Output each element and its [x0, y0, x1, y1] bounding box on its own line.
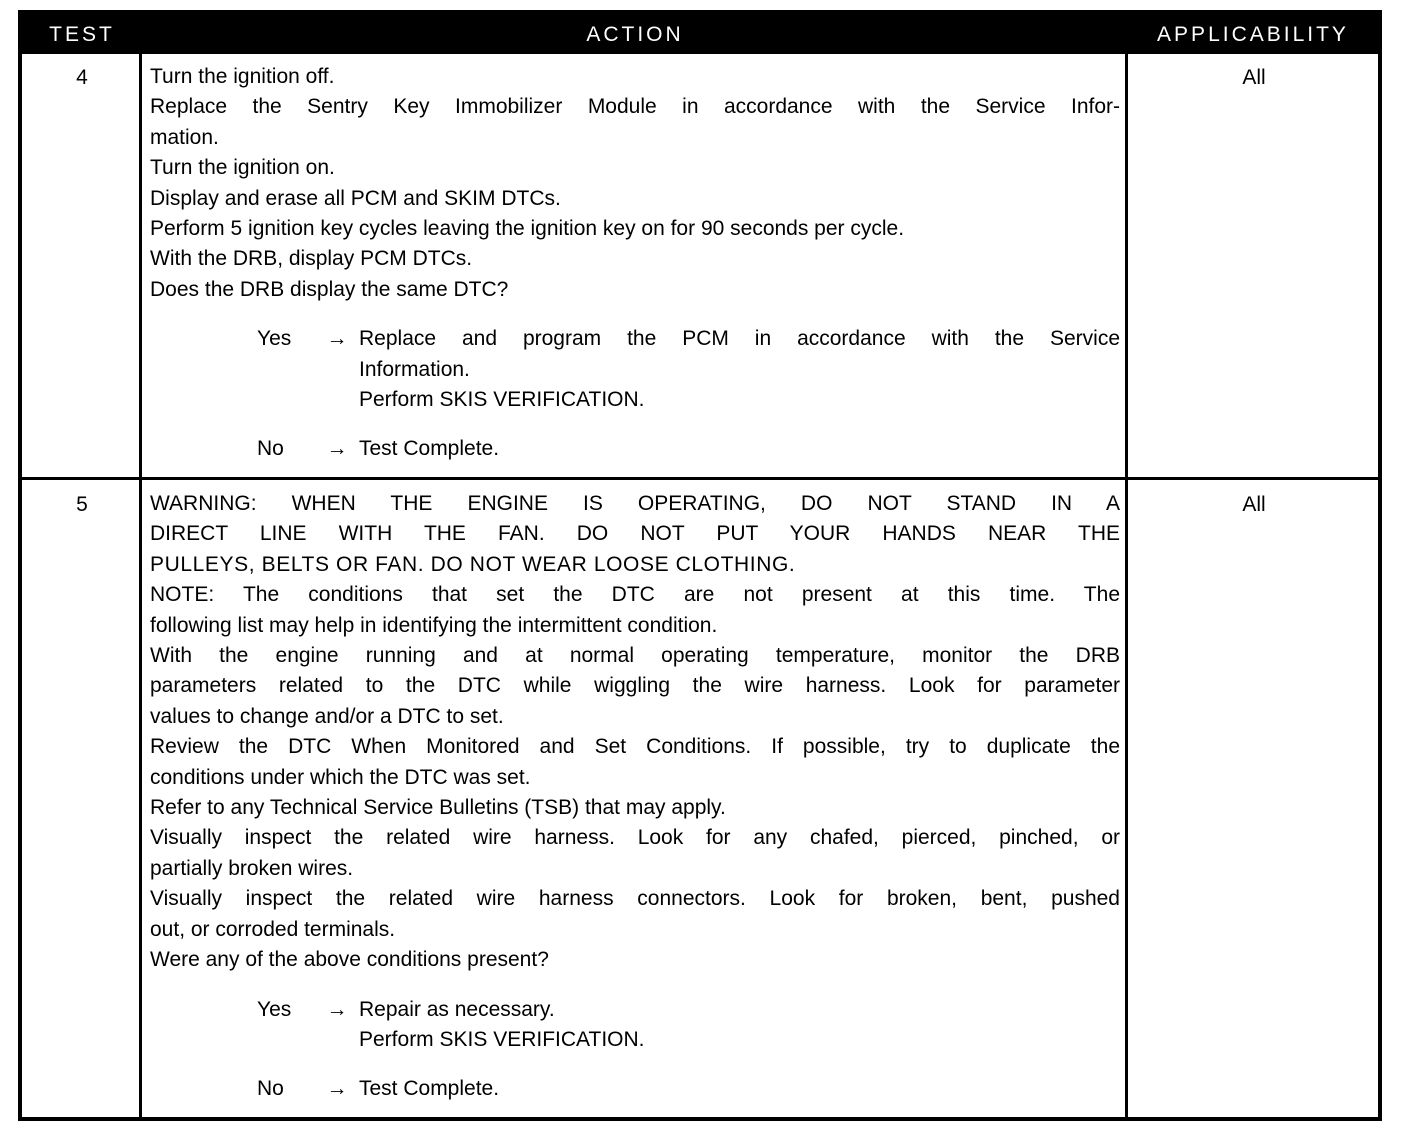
response-line: Test Complete. — [359, 1077, 500, 1101]
test-number: 4 — [76, 66, 88, 89]
no-response — [257, 1074, 1120, 1104]
action-line: PULLEYS, BELTS OR FAN. DO NOT WEAR LOOSE CLOTHING. — [150, 552, 796, 576]
yes-label: Yes — [257, 997, 292, 1021]
action-line: WARNING: WHEN THE ENGINE IS OPERATING, DO NOT STAND IN A — [150, 492, 1120, 515]
no-text — [359, 434, 1120, 464]
yes-response — [257, 324, 1120, 415]
arrow-icon: → — [326, 327, 348, 351]
header-applicability: APPLICABILITY — [1157, 23, 1349, 46]
action-line: With the DRB, display PCM DTCs. — [150, 247, 473, 271]
response-line: Perform SKIS VERIFICATION. — [359, 388, 645, 412]
no-response — [257, 434, 1120, 464]
response-line: Test Complete. — [359, 437, 500, 461]
action-line: parameters related to the DTC while wiggling the wire harness. Look for parameter — [150, 674, 1120, 698]
action-line: NOTE: The conditions that set the DTC are not present at this time. The — [150, 583, 1120, 607]
action-line: out, or corroded terminals. — [150, 917, 396, 941]
action-line: partially broken wires. — [150, 856, 354, 880]
diagnostic-table — [18, 10, 1382, 1121]
yes-text — [359, 324, 1120, 415]
action-line: Does the DRB display the same DTC? — [150, 277, 509, 301]
action-line: Turn the ignition off. — [150, 65, 335, 88]
action-line: following list may help in identifying the intermittent condition. — [150, 613, 718, 637]
action-line: Replace the Sentry Key Immobilizer Module in accordance with the Service Infor- — [150, 95, 1120, 119]
action-cell — [150, 489, 1120, 1105]
action-line: Visually inspect the related wire harness. Look for any chafed, pierced, pinched, or — [150, 826, 1120, 850]
header-test: TEST — [49, 23, 115, 46]
no-text — [359, 1074, 1120, 1104]
response-line: Perform SKIS VERIFICATION. — [359, 1027, 645, 1051]
test-number: 5 — [76, 493, 88, 516]
action-cell — [150, 62, 1120, 465]
action-line: values to change and/or a DTC to set. — [150, 704, 504, 728]
yes-text — [359, 995, 1120, 1056]
no-label: No — [257, 1077, 284, 1101]
column-divider — [139, 54, 142, 1117]
action-line: Were any of the above conditions present? — [150, 948, 549, 972]
response-line: Information. — [359, 357, 470, 381]
response-line: Repair as necessary. — [359, 997, 555, 1021]
arrow-icon: → — [326, 997, 348, 1021]
no-label: No — [257, 437, 284, 461]
arrow-icon: → — [326, 437, 348, 461]
header-action: ACTION — [586, 23, 684, 46]
action-line: Refer to any Technical Service Bulletins (TSB) that may apply. — [150, 796, 726, 820]
action-line: DIRECT LINE WITH THE FAN. DO NOT PUT YOUR HANDS NEAR THE — [150, 522, 1120, 546]
action-line: Visually inspect the related wire harness connectors. Look for broken, bent, pushed — [150, 887, 1120, 911]
row-divider — [22, 477, 1378, 480]
action-line: Perform 5 ignition key cycles leaving the ignition key on for 90 seconds per cycle. — [150, 217, 905, 241]
applicability: All — [1242, 66, 1266, 89]
action-line: With the engine running and at normal operating temperature, monitor the DRB — [150, 644, 1120, 668]
action-line: Display and erase all PCM and SKIM DTCs. — [150, 186, 561, 210]
response-line: Replace and program the PCM in accordance with the Service — [359, 327, 1120, 351]
applicability: All — [1242, 493, 1266, 516]
column-divider — [1125, 54, 1128, 1117]
yes-response — [257, 995, 1120, 1056]
action-line: Review the DTC When Monitored and Set Conditions. If possible, try to duplicate the — [150, 735, 1120, 759]
arrow-icon: → — [326, 1077, 348, 1101]
yes-label: Yes — [257, 327, 292, 351]
table-header — [22, 14, 1378, 54]
action-line: mation. — [150, 125, 219, 149]
action-line: conditions under which the DTC was set. — [150, 765, 531, 789]
action-line: Turn the ignition on. — [150, 156, 335, 180]
